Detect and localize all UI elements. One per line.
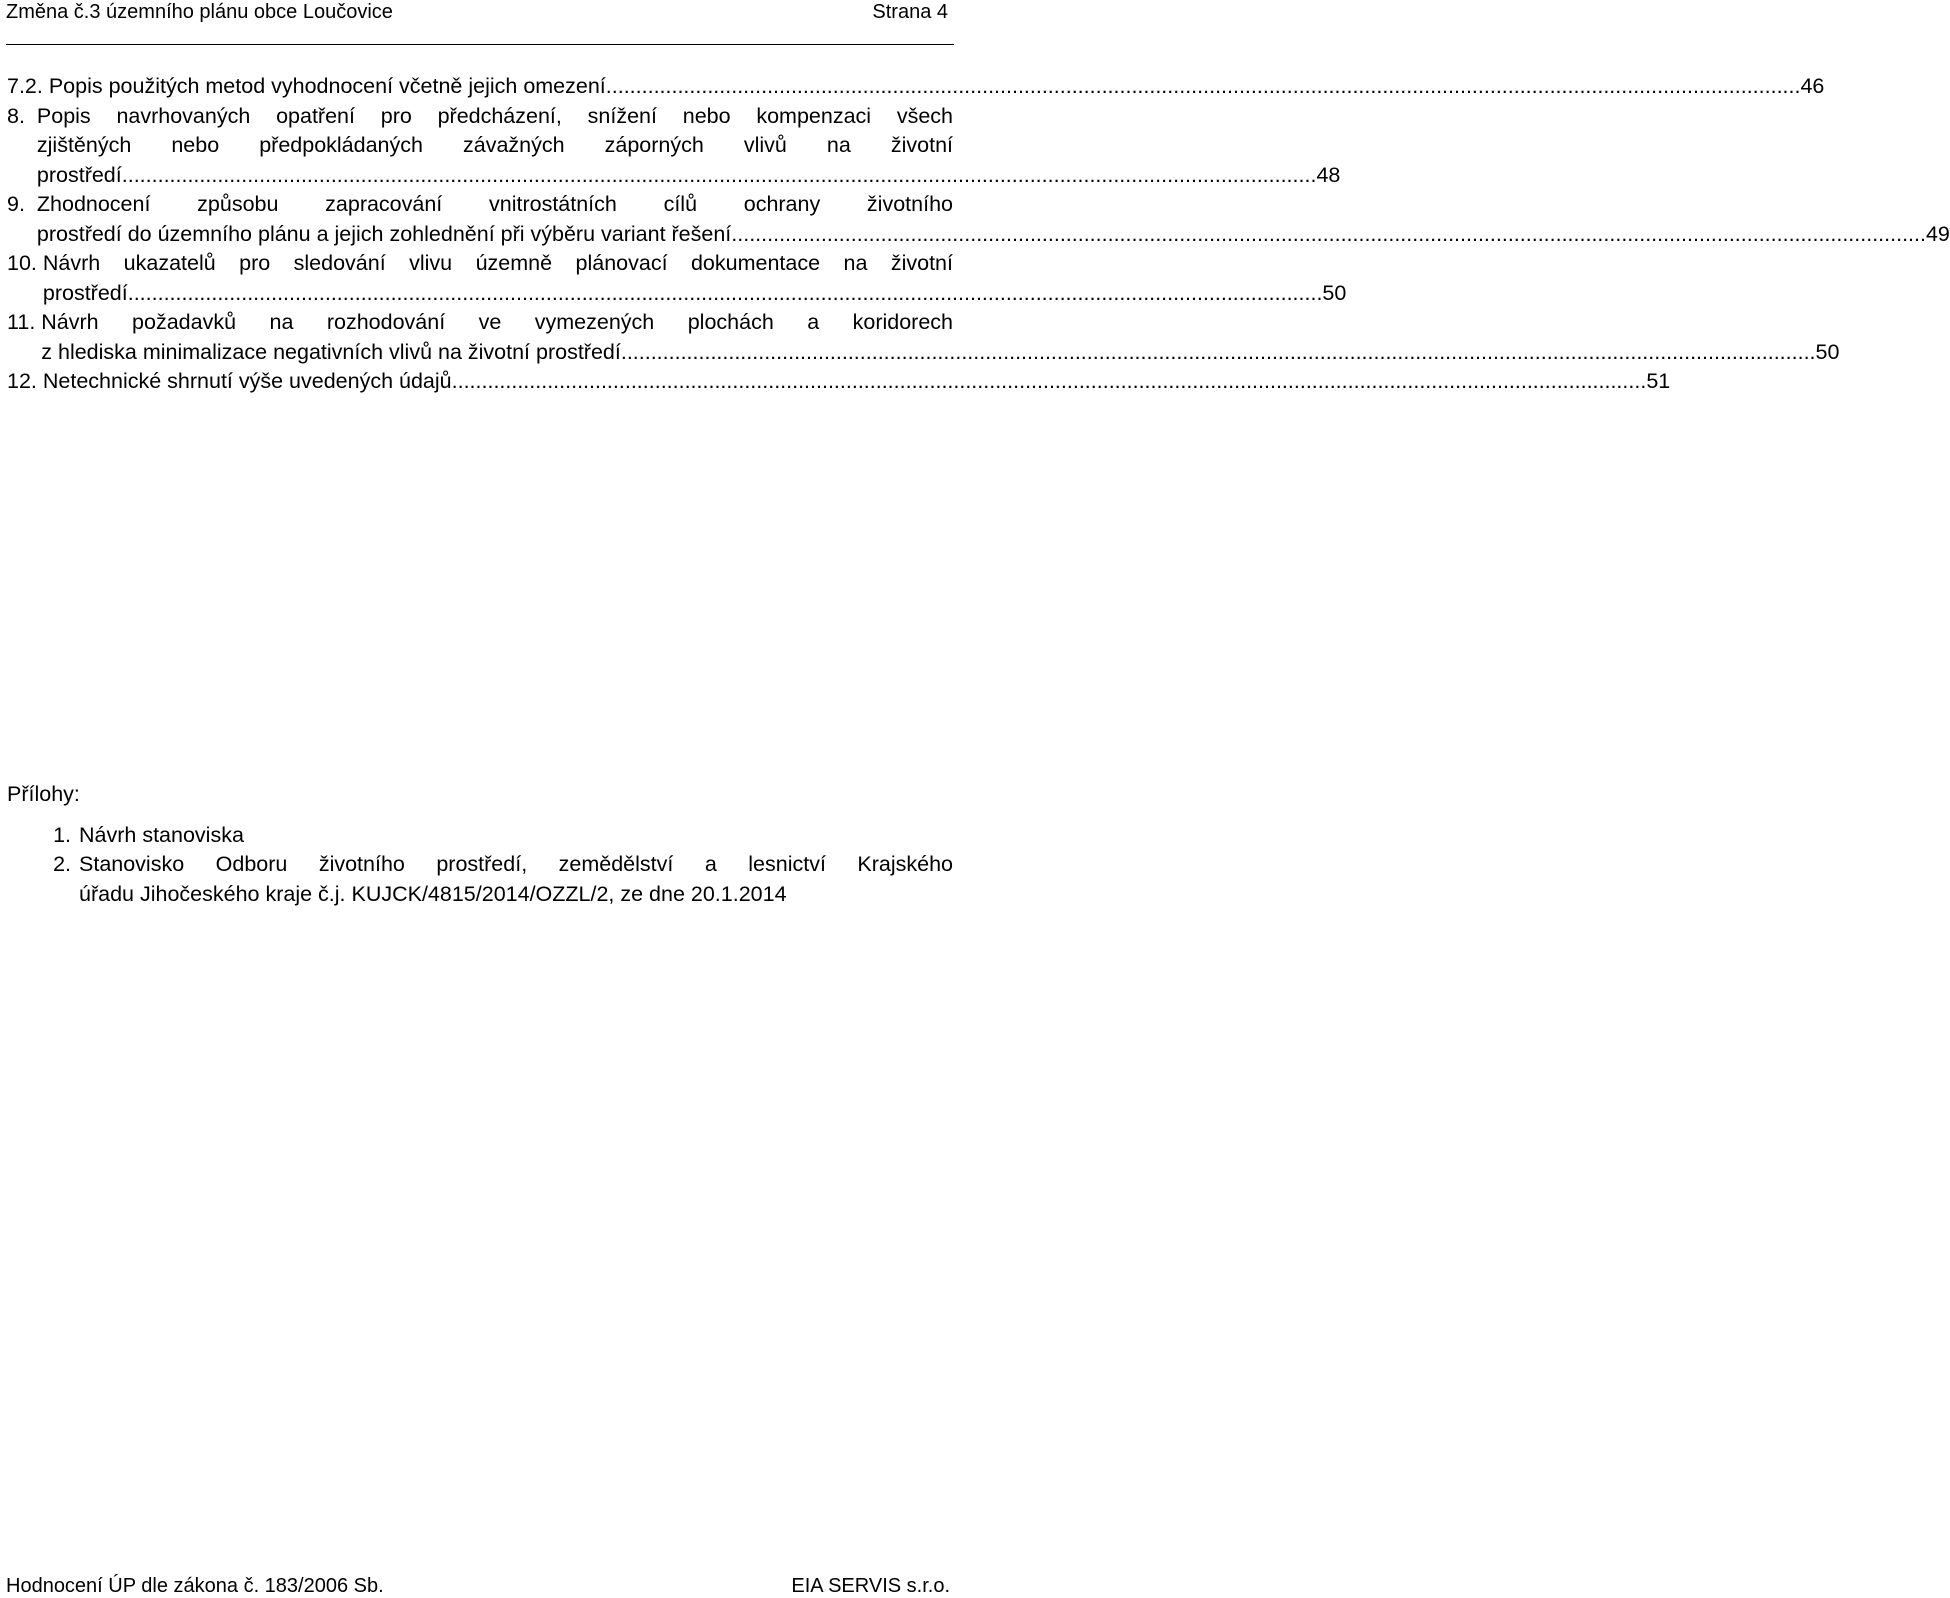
toc-entry[interactable] [7,72,1825,102]
footer-company: EIA SERVIS s.r.o. [791,1575,950,1597]
toc-number: 8. [7,103,37,128]
attachments-section [7,780,953,909]
toc-title-line: Návrh požadavků na rozhodování ve vymezených plochách a koridorech [41,310,953,334]
attachment-text-line: Návrh stanoviska [79,822,244,847]
page-header [6,0,954,45]
toc-leader: ........................................................................................................................................................................................................ [731,221,1926,246]
attachment-item [7,821,953,851]
toc-title: z hlediska minimalizace negativních vlivů na životní prostředí [41,339,621,364]
toc-number: 10. [7,251,43,275]
footer-legal-reference: Hodnocení ÚP dle zákona č. 183/2006 Sb. [6,1575,384,1597]
toc-title: prostředí do územního plánu a jejich zohlednění při výběru variant řešení [36,221,732,246]
toc-entry[interactable] [7,190,1950,249]
toc-title-line: zjištěných nebo předpokládaných závažných záporných vlivů na životní [36,133,953,157]
toc-leader: ........................................................................................................................................................................................................ [127,280,1323,305]
toc-entry[interactable] [7,102,1341,191]
toc-number: 12. [7,369,43,393]
toc-page: 48 [1316,162,1341,187]
attachments-heading: Přílohy: [7,782,80,806]
attachment-text-line: Stanovisko Odboru životního prostředí, zemědělství a lesnictví Krajského [79,852,953,876]
toc-leader: ........................................................................................................................................................................................................ [620,339,1816,364]
toc-title: Popis použitých metod vyhodnocení včetně jejich omezení [48,74,606,98]
toc-leader: ........................................................................................................................................................................................................ [605,74,1801,98]
toc-number: 11. [7,310,42,334]
document-title: Změna č.3 územního plánu obce Loučovice [6,1,393,23]
toc-entry[interactable] [7,308,1840,367]
attachment-number: 1. [53,822,71,847]
toc-title: prostředí [36,162,122,187]
toc-page: 51 [1646,369,1671,393]
toc-page: 50 [1322,280,1347,305]
attachment-text-line: úřadu Jihočeského kraje č.j. KUJCK/4815/2014/OZZL/2, ze dne 20.1.2014 [79,881,787,906]
toc-page: 46 [1800,74,1825,98]
table-of-contents [7,72,1950,397]
toc-number: 9. [7,192,37,216]
toc-page: 50 [1815,339,1840,364]
toc-page: 49 [1925,221,1950,246]
toc-title: prostředí [42,280,128,305]
attachment-item [7,850,953,909]
toc-title-line: Zhodnocení způsobu zapracování vnitrostátních cílů ochrany životního [36,192,953,216]
page-number: Strana 4 [872,1,948,23]
toc-title: Netechnické shrnutí výše uvedených údajů [42,369,452,393]
toc-title-line: Popis navrhovaných opatření pro předcházení, snížení nebo kompenzaci všech [36,103,953,128]
toc-title-line: Návrh ukazatelů pro sledování vlivu územně plánovací dokumentace na životní [42,251,953,275]
toc-entry[interactable] [7,367,1671,397]
toc-number: 7.2. [7,74,49,98]
toc-leader: ........................................................................................................................................................................................................ [121,162,1317,187]
attachment-number: 2. [53,852,71,876]
toc-leader: ........................................................................................................................................................................................................ [451,369,1647,393]
toc-entry[interactable] [7,249,1347,308]
